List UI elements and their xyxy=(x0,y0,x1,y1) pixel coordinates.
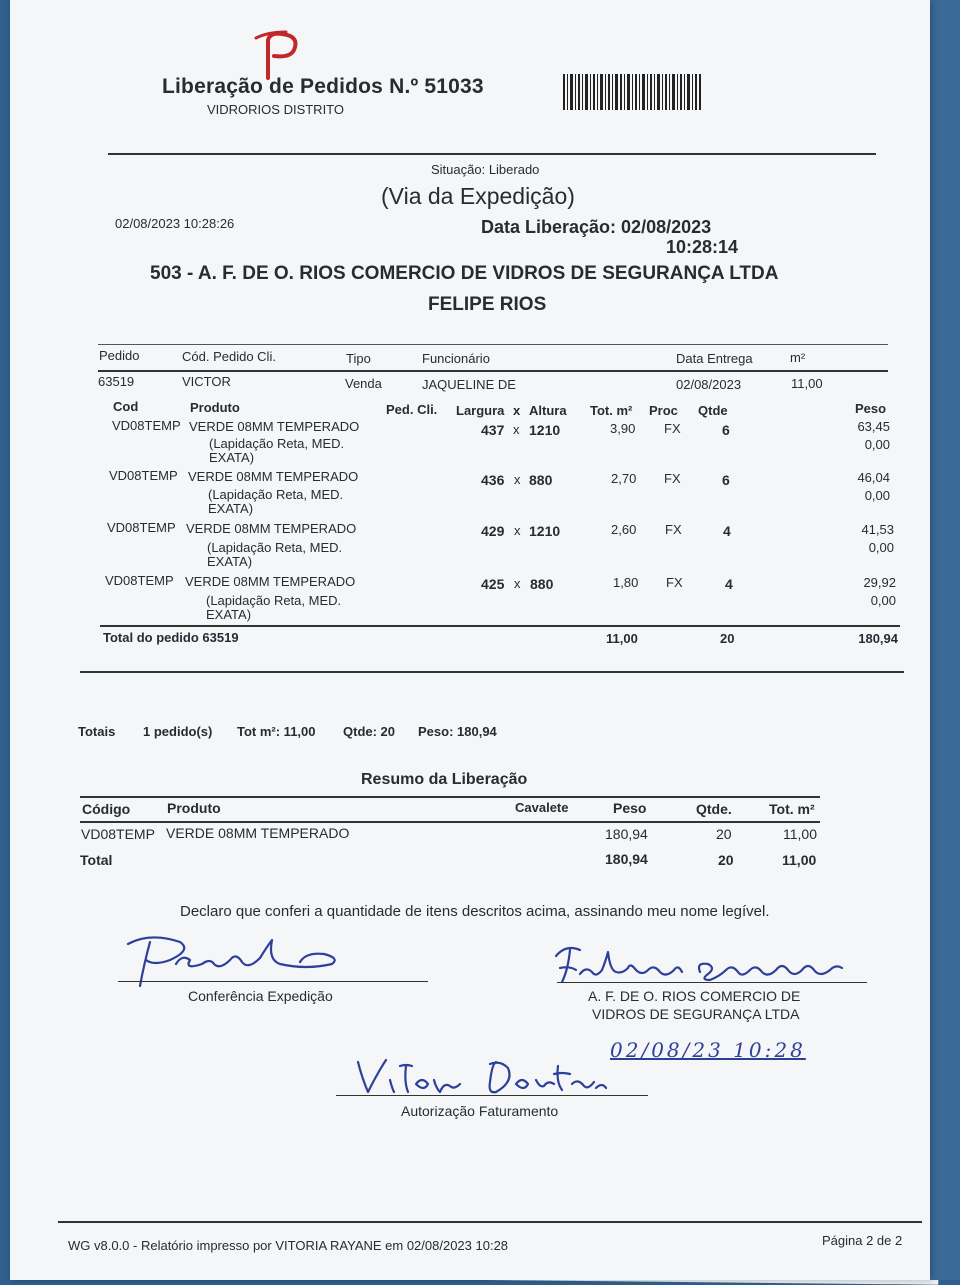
item-qtde: 6 xyxy=(722,472,730,488)
items-col-ped-cli: Ped. Cli. xyxy=(386,402,438,417)
item-altura: 880 xyxy=(529,472,553,488)
item-altura: 880 xyxy=(530,576,554,592)
items-bottom-rule xyxy=(80,671,904,673)
summary-row-peso: 180,94 xyxy=(605,826,648,842)
items-col-x: x xyxy=(513,403,521,418)
item-proc: FX xyxy=(664,471,681,486)
summary-total-tot-m2: 11,00 xyxy=(782,852,817,868)
summary-col-peso: Peso xyxy=(613,800,647,816)
item-peso-2: 0,00 xyxy=(870,593,896,608)
item-peso-2: 0,00 xyxy=(864,488,890,503)
summary-row-codigo: VD08TEMP xyxy=(81,826,155,842)
header-divider xyxy=(108,153,876,155)
col-pedido: Pedido xyxy=(99,348,140,363)
printed-datetime: 02/08/2023 10:28:26 xyxy=(115,216,235,231)
item-x: x xyxy=(513,422,520,437)
declaration-text: Declaro que conferi a quantidade de itens descritos acima, assinando meu nome legível. xyxy=(180,903,770,920)
item-proc: FX xyxy=(664,421,681,436)
item-detail: (Lapidação Reta, MED. xyxy=(208,487,344,502)
item-qtde: 4 xyxy=(725,576,733,592)
items-col-qtde: Qtde xyxy=(698,403,728,418)
page-number: Página 2 de 2 xyxy=(822,1233,903,1248)
summary-row-produto: VERDE 08MM TEMPERADO xyxy=(166,825,350,841)
release-time: 10:28:14 xyxy=(666,237,739,257)
order-tipo-value: Venda xyxy=(345,376,382,391)
item-produto: VERDE 08MM TEMPERADO xyxy=(186,521,357,536)
items-total-rule xyxy=(100,625,900,627)
status-text: Situação: Liberado xyxy=(431,162,540,177)
items-col-largura: Largura xyxy=(456,403,505,418)
company-line-1: A. F. DE O. RIOS COMERCIO DE xyxy=(588,988,801,1004)
client-name: 503 - A. F. DE O. RIOS COMERCIO DE VIDROS DE SEGURANÇA LTDA xyxy=(150,263,779,284)
conferencia-label: Conferência Expedição xyxy=(188,988,333,1004)
item-cod: VD08TEMP xyxy=(112,418,181,433)
item-peso: 46,04 xyxy=(857,470,890,485)
item-x: x xyxy=(514,523,521,538)
summary-col-qtde: Qtde. xyxy=(696,801,732,817)
summary-row-qtde: 20 xyxy=(716,826,732,842)
item-largura: 437 xyxy=(481,422,505,438)
order-cod-cli-value: VICTOR xyxy=(182,374,231,389)
item-tot-m2: 2,60 xyxy=(611,522,637,537)
items-col-produto: Produto xyxy=(190,400,240,415)
item-detail-2: EXATA) xyxy=(206,607,252,622)
item-detail-2: EXATA) xyxy=(208,501,254,516)
client-contact: FELIPE RIOS xyxy=(428,294,547,315)
col-cod-pedido-cli: Cód. Pedido Cli. xyxy=(182,349,276,364)
item-detail-2: EXATA) xyxy=(207,554,253,569)
item-tot-m2: 1,80 xyxy=(613,575,639,590)
company-signature-line xyxy=(557,982,867,983)
summary-top-rule xyxy=(80,796,820,798)
item-cod: VD08TEMP xyxy=(109,468,178,483)
item-produto: VERDE 08MM TEMPERADO xyxy=(188,469,359,484)
summary-col-codigo: Código xyxy=(82,801,131,817)
handwritten-date: 02/08/23 10:28 xyxy=(610,1038,806,1062)
totals-peso: Peso: 180,94 xyxy=(418,724,497,739)
copy-type: (Via da Expedição) xyxy=(381,183,575,209)
item-altura: 1210 xyxy=(529,523,561,539)
item-largura: 425 xyxy=(481,576,505,592)
item-largura: 429 xyxy=(481,523,505,539)
item-x: x xyxy=(514,472,521,487)
item-detail: (Lapidação Reta, MED. xyxy=(207,540,343,555)
conferencia-line xyxy=(118,981,428,982)
order-funcionario-value: JAQUELINE DE xyxy=(422,377,516,392)
items-col-peso: Peso xyxy=(855,401,887,416)
item-cod: VD08TEMP xyxy=(107,520,176,535)
item-detail: (Lapidação Reta, MED. xyxy=(206,593,342,608)
summary-col-cavalete: Cavalete xyxy=(515,800,569,815)
totals-pedidos: 1 pedido(s) xyxy=(143,724,213,739)
summary-header-rule xyxy=(80,821,820,823)
item-qtde: 6 xyxy=(722,422,730,438)
items-col-proc: Proc xyxy=(649,403,678,418)
item-detail-2: EXATA) xyxy=(209,450,255,465)
order-total-label: Total do pedido 63519 xyxy=(103,630,239,645)
totals-label: Totais xyxy=(78,724,116,739)
item-proc: FX xyxy=(666,575,683,590)
item-peso: 29,92 xyxy=(863,575,896,590)
order-total-m2: 11,00 xyxy=(606,631,638,646)
col-tipo: Tipo xyxy=(346,351,371,366)
item-detail: (Lapidação Reta, MED. xyxy=(209,436,345,451)
summary-total-peso: 180,94 xyxy=(605,851,648,867)
item-peso: 41,53 xyxy=(861,522,894,537)
items-col-cod: Cod xyxy=(113,399,139,414)
item-altura: 1210 xyxy=(529,422,561,438)
item-qtde: 4 xyxy=(723,523,731,539)
autorizacao-label: Autorização Faturamento xyxy=(401,1103,559,1119)
order-header-rule xyxy=(98,370,888,372)
summary-col-produto: Produto xyxy=(167,800,221,816)
col-m2: m² xyxy=(790,350,806,365)
col-data-entrega: Data Entrega xyxy=(676,351,753,366)
totals-m2: Tot m²: 11,00 xyxy=(237,724,316,739)
item-produto: VERDE 08MM TEMPERADO xyxy=(189,419,360,434)
item-peso-2: 0,00 xyxy=(864,437,890,452)
items-col-altura: Altura xyxy=(529,403,567,418)
footer-rule xyxy=(58,1221,922,1223)
item-peso-2: 0,00 xyxy=(868,540,894,555)
order-m2-value: 11,00 xyxy=(791,376,823,391)
company-line-2: VIDROS DE SEGURANÇA LTDA xyxy=(592,1006,800,1022)
item-x: x xyxy=(514,576,521,591)
totals-qtde: Qtde: 20 xyxy=(343,724,396,739)
order-total-qtde: 20 xyxy=(720,631,735,646)
branch-name: VIDRORIOS DISTRITO xyxy=(207,102,344,117)
document-title: Liberação de Pedidos N.º 51033 xyxy=(162,75,484,98)
item-tot-m2: 2,70 xyxy=(611,471,637,486)
order-pedido-value: 63519 xyxy=(98,374,135,389)
barcode xyxy=(563,74,701,110)
autorizacao-line xyxy=(336,1095,648,1096)
items-col-tot-m2: Tot. m² xyxy=(590,403,633,418)
item-tot-m2: 3,90 xyxy=(610,421,636,436)
item-produto: VERDE 08MM TEMPERADO xyxy=(185,574,356,589)
order-table-top-rule xyxy=(98,344,888,345)
summary-row-tot-m2: 11,00 xyxy=(783,826,817,842)
document-page xyxy=(10,0,930,1280)
item-largura: 436 xyxy=(481,472,505,488)
col-funcionario: Funcionário xyxy=(422,351,490,366)
summary-title: Resumo da Liberação xyxy=(361,771,528,788)
item-peso: 63,45 xyxy=(857,419,890,434)
item-cod: VD08TEMP xyxy=(105,573,174,588)
summary-col-tot-m2: Tot. m² xyxy=(769,801,815,817)
footer-print-info: WG v8.0.0 - Relatório impresso por VITORIA RAYANE em 02/08/2023 10:28 xyxy=(68,1238,509,1253)
release-date: Data Liberação: 02/08/2023 xyxy=(481,217,712,237)
order-total-peso: 180,94 xyxy=(858,631,898,646)
order-data-entrega-value: 02/08/2023 xyxy=(676,377,742,392)
summary-total-qtde: 20 xyxy=(718,852,734,868)
summary-total-label: Total xyxy=(80,852,113,868)
item-proc: FX xyxy=(665,522,682,537)
